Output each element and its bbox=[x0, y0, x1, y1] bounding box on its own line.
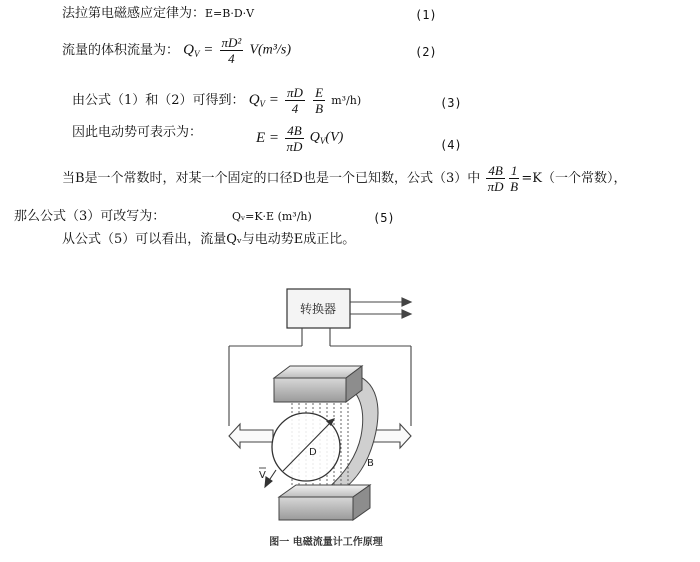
eq3-unit: m³/h) bbox=[331, 94, 362, 107]
eq2-line: 流量的体积流量为： $Q_V$ = $\frac{\text{πD²}}{4}$ V(m³/s) bbox=[62, 35, 291, 66]
eq2-lhs-sub: V bbox=[194, 48, 200, 59]
eq2-lhs: Q bbox=[183, 41, 194, 58]
eq3-lhs: Q bbox=[248, 91, 260, 108]
para2-number: (5) bbox=[373, 211, 395, 225]
eq4-number: (4) bbox=[440, 138, 462, 152]
eq4-denominator: πD bbox=[286, 139, 303, 154]
velocity-label: V bbox=[259, 470, 266, 481]
para1-numerator-1: 4B bbox=[488, 163, 503, 178]
eq4-lhs: E = bbox=[256, 130, 280, 146]
para1-denominator-1: πD bbox=[487, 179, 504, 194]
figure-caption: 图一 电磁流量计工作原理 bbox=[269, 537, 383, 548]
eq2-denominator: 4 bbox=[228, 51, 235, 66]
para1-suffix: =K（一个常数）， bbox=[521, 171, 627, 186]
eq3-number: (3) bbox=[440, 96, 462, 110]
para1-numerator-2: 1 bbox=[510, 163, 518, 178]
eq2-tail: V(m³/s) bbox=[249, 42, 291, 58]
eq2-number: (2) bbox=[415, 45, 437, 59]
converter-label: 转换器 bbox=[299, 302, 337, 316]
para2-text: 那么公式（3）可改写为： bbox=[14, 209, 166, 224]
eq3-denominator-2: B bbox=[315, 101, 324, 116]
eq3-lhs-sub: V bbox=[259, 98, 266, 109]
eq4-tail-sub: V bbox=[319, 136, 326, 146]
eq4-label: 因此电动势可表示为： bbox=[72, 125, 203, 140]
left-arrow-icon bbox=[229, 424, 273, 448]
eq3-numerator-1: πD bbox=[287, 85, 303, 100]
eq3-label: 由公式（1）和（2）可得到： bbox=[72, 93, 245, 108]
diameter-label: D bbox=[309, 447, 317, 458]
eq3-line: 由公式（1）和（2）可得到： $Q_V$ = $\frac{\pi D}{4}$ $\frac{E}{B}$ m³/h) bbox=[72, 85, 362, 116]
eq1-label: 法拉第电磁感应定律为： bbox=[62, 6, 206, 21]
eq4-tail: Q bbox=[309, 130, 320, 145]
eq2-numerator: πD² bbox=[221, 35, 242, 50]
output-arrows bbox=[350, 298, 411, 318]
eq3-numerator-2: E bbox=[315, 85, 324, 100]
top-magnet bbox=[274, 366, 362, 402]
eq1-number: (1) bbox=[415, 8, 437, 22]
bottom-magnet bbox=[279, 485, 370, 520]
para3-text: 从公式（5）可以看出，流量Qᵥ与电动势E成正比。 bbox=[62, 232, 356, 247]
pipe-cross-section bbox=[272, 413, 340, 481]
eq2-label: 流量的体积流量为： bbox=[62, 43, 180, 58]
eq4-tail-end: (V) bbox=[325, 130, 344, 145]
para2-formula: Qᵥ=K·E (m³/h) bbox=[232, 210, 312, 223]
eq1-formula: E=B·D·V bbox=[205, 7, 255, 20]
eq4-numerator: 4B bbox=[287, 123, 302, 138]
eq3-denominator-1: 4 bbox=[291, 101, 299, 116]
velocity-arrow-icon bbox=[265, 470, 276, 487]
para1-prefix: 当B是一个常数时，对某一个固定的口径D也是一个已知数，公式（3）中 bbox=[62, 171, 481, 186]
para1-denominator-2: B bbox=[510, 179, 519, 194]
field-label: B bbox=[367, 458, 374, 469]
